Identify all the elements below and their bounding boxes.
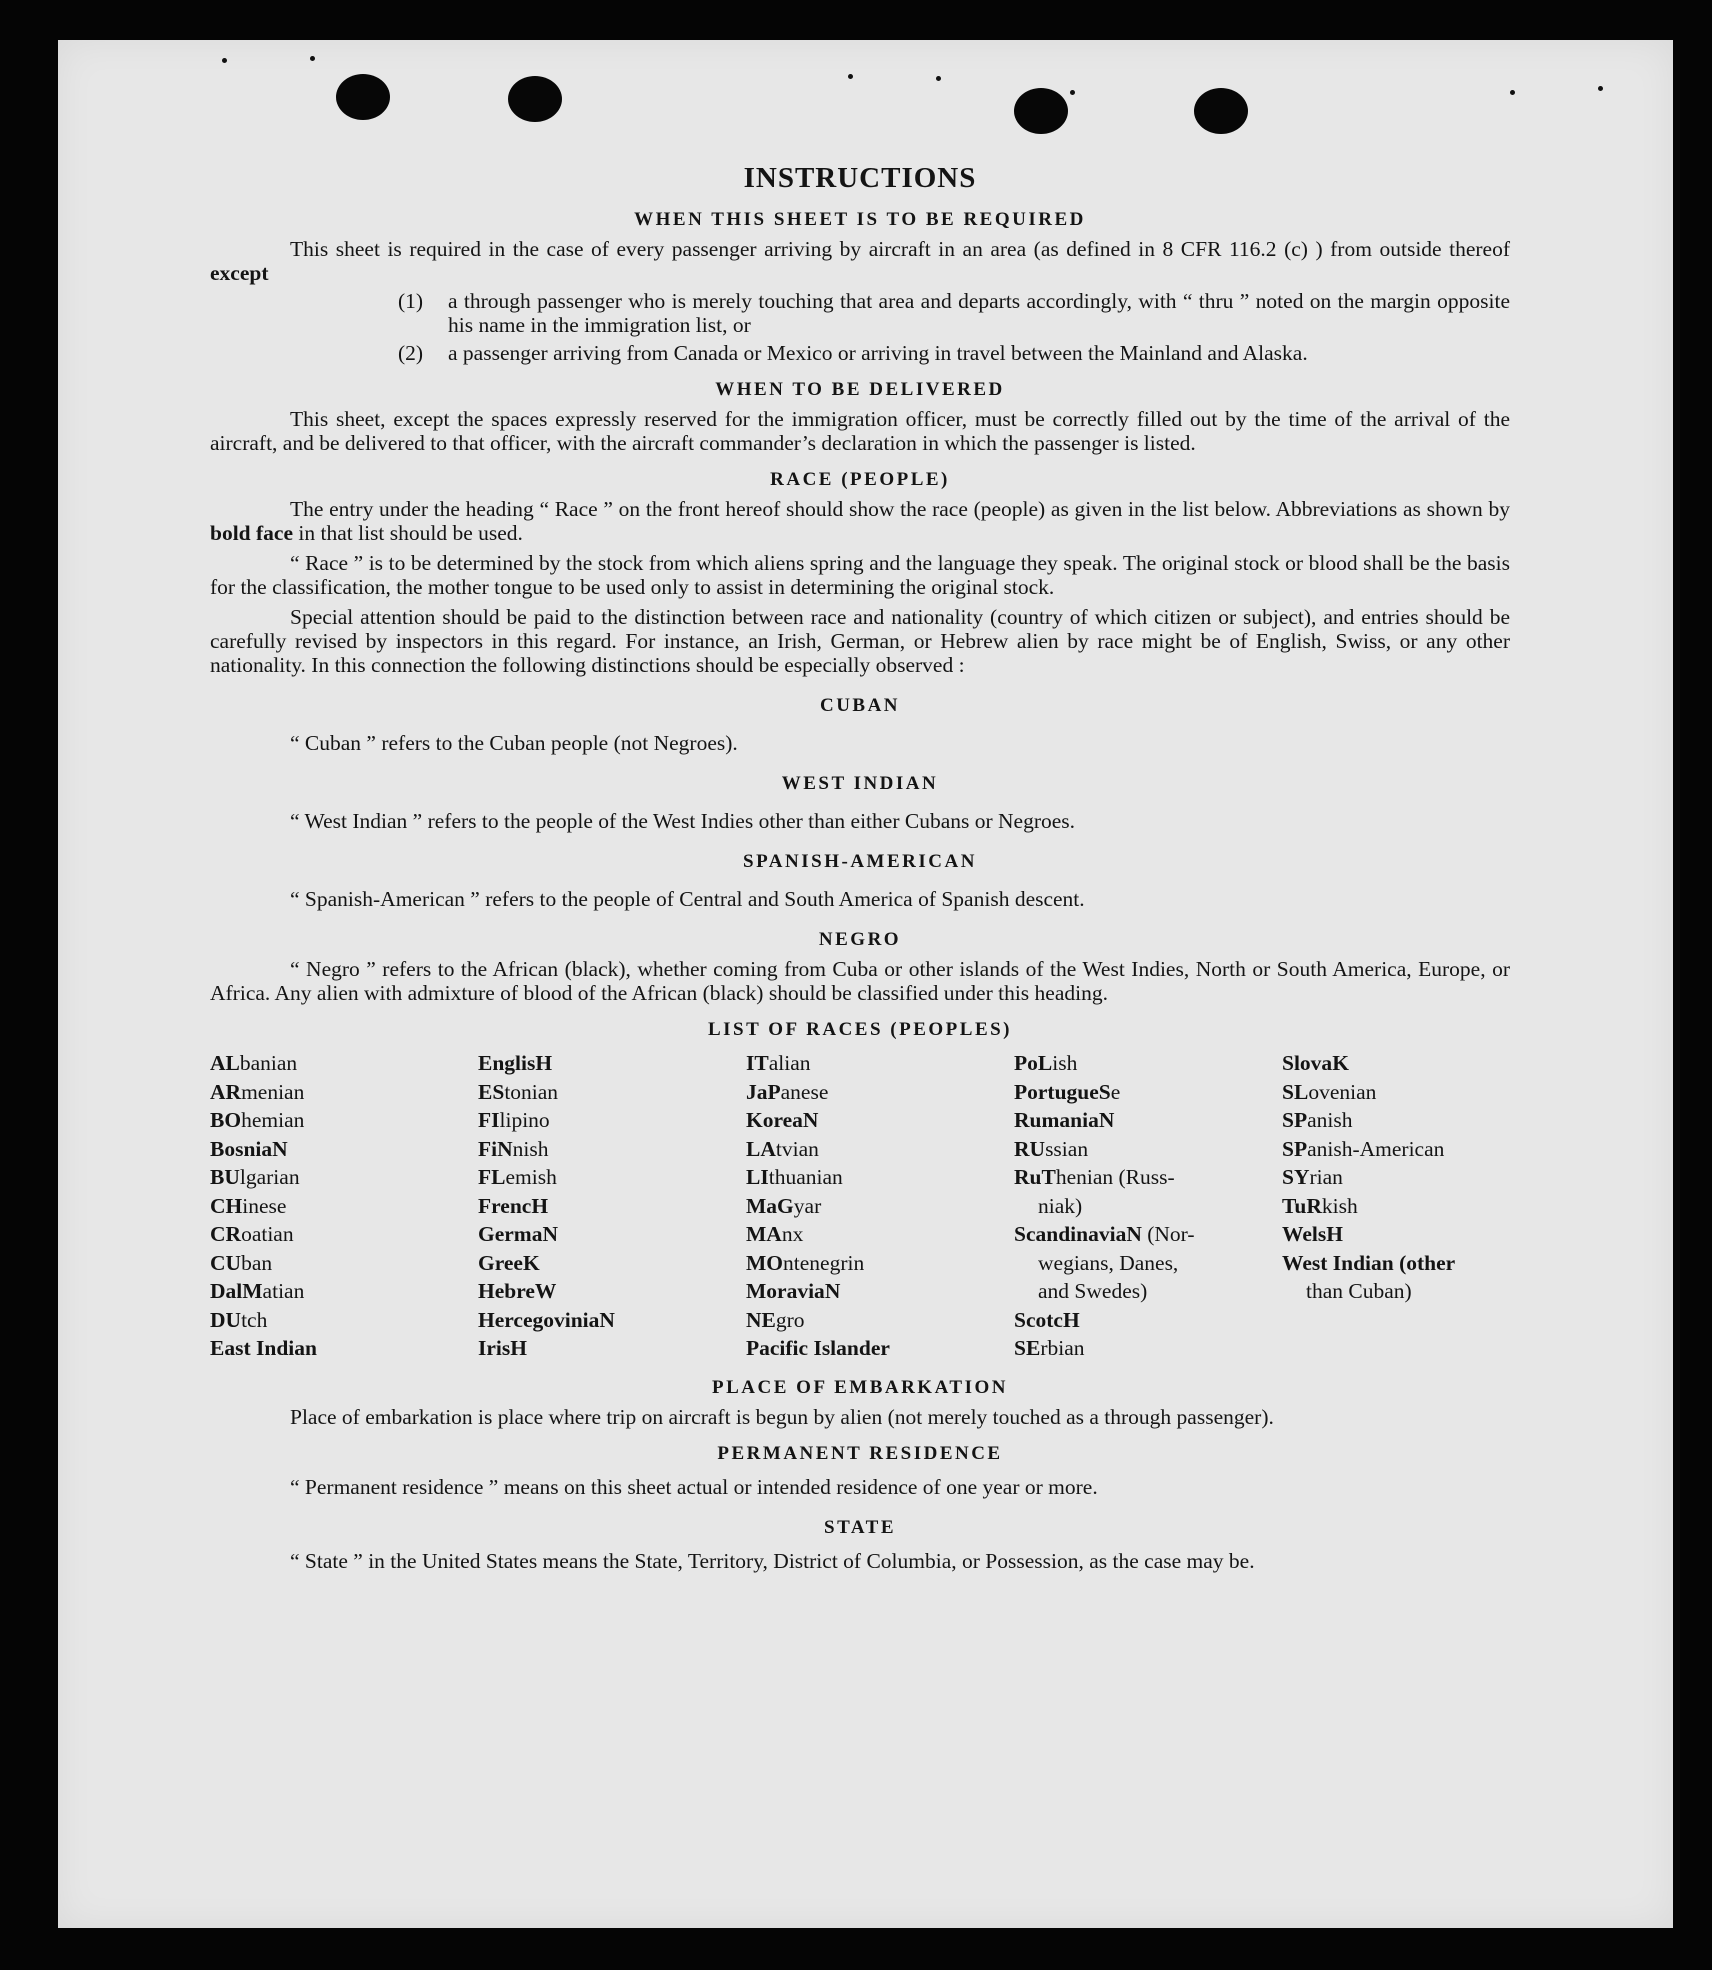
negro-text: “ Negro ” refers to the African (black), whether coming from Cuba or other islands of the West Indies, North or South America, Europe, or Africa. Any alien with admixture of blood of the African (black) should be classified under this heading. bbox=[210, 957, 1510, 1005]
section-heading-required: WHEN THIS SHEET IS TO BE REQUIRED bbox=[634, 209, 1086, 230]
race-entry: SYrian bbox=[1282, 1165, 1343, 1189]
race-entry: SPanish-American bbox=[1282, 1136, 1445, 1161]
race-list bbox=[210, 1049, 1510, 1363]
required-intro-except: except bbox=[210, 261, 269, 285]
race-entry: PoLish bbox=[1014, 1051, 1078, 1075]
delivered-text: This sheet, except the spaces expressly reserved for the immigration officer, must be correctly filled out by the time of the arrival of the aircraft, and be delivered to that officer, with the aircraft commander’s declaration in which the passenger is listed. bbox=[210, 407, 1510, 455]
section-heading-west-indian: WEST INDIAN bbox=[781, 773, 939, 794]
race-column bbox=[210, 1049, 478, 1363]
punch-hole bbox=[508, 76, 562, 122]
race-entry: PortugueSe bbox=[1014, 1079, 1121, 1104]
section-heading-race: RACE (PEOPLE) bbox=[770, 469, 950, 490]
document-content bbox=[210, 162, 1510, 1573]
punch-hole bbox=[1194, 88, 1248, 134]
item-text: a passenger arriving from Canada or Mexico or arriving in travel between the Mainland and Alaska. bbox=[448, 341, 1308, 365]
race-entry: RuThenian (Russ- bbox=[1014, 1165, 1175, 1189]
race-entry: ScandinaviaN (Nor- bbox=[1014, 1222, 1195, 1246]
race-entry: HebreW bbox=[478, 1279, 557, 1303]
race-entry: DalMatian bbox=[210, 1279, 305, 1303]
item-number: (1) bbox=[398, 289, 424, 313]
section-heading-residence: PERMANENT RESIDENCE bbox=[717, 1442, 1003, 1464]
race-p1-text: The entry under the heading “ Race ” on the front hereof should show the race (people) as given in the list below. Abbreviations as shown by bbox=[290, 497, 1510, 521]
race-entry: CHinese bbox=[210, 1193, 287, 1218]
punch-hole bbox=[1014, 88, 1068, 134]
cuban-text: “ Cuban ” refers to the Cuban people (not Negroes). bbox=[290, 731, 738, 755]
race-paragraph-3: Special attention should be paid to the distinction between race and nationality (country of which citizen or subject), and entries should be carefully revised by inspectors in this regard. For instance, an Irish, German, or Hebrew alien by race might be of English, Swiss, or any other nationality. In this connection the following distinctions should be especially observed : bbox=[210, 605, 1510, 677]
speck bbox=[1070, 90, 1075, 95]
race-entry: DUtch bbox=[210, 1307, 268, 1332]
state-text: “ State ” in the United States means the State, Territory, District of Columbia, or Possession, as the case may be. bbox=[290, 1548, 1255, 1573]
race-entry: MoraviaN bbox=[746, 1279, 841, 1303]
race-entry: SlovaK bbox=[1282, 1051, 1349, 1075]
race-p1-bold: bold face bbox=[210, 521, 294, 545]
race-entry: and Swedes) bbox=[1038, 1279, 1148, 1303]
race-entry: JaPanese bbox=[746, 1079, 829, 1104]
race-entry: wegians, Danes, bbox=[1038, 1250, 1179, 1275]
race-entry: West Indian (other bbox=[1282, 1250, 1456, 1275]
punch-hole bbox=[336, 74, 390, 120]
race-entry: ITalian bbox=[746, 1051, 811, 1075]
race-entry: LAtvian bbox=[746, 1136, 819, 1161]
west-indian-text: “ West Indian ” refers to the people of the West Indies other than either Cubans or Negroes. bbox=[290, 809, 1076, 833]
race-entry: SLovenian bbox=[1282, 1079, 1377, 1104]
speck bbox=[1598, 86, 1603, 91]
item-text: a through passenger who is merely touching that area and departs accordingly, with “ thru ” noted on the margin opposite his name in the immigration list, or bbox=[448, 289, 1510, 337]
race-entry: GreeK bbox=[478, 1250, 540, 1275]
item-number: (2) bbox=[398, 341, 424, 365]
race-entry: RUssian bbox=[1014, 1136, 1089, 1161]
speck bbox=[1510, 90, 1515, 95]
race-entry: niak) bbox=[1038, 1193, 1083, 1218]
section-heading-negro: NEGRO bbox=[818, 929, 902, 950]
spanish-american-text: “ Spanish-American ” refers to the people of Central and South America of Spanish descent. bbox=[290, 887, 1085, 911]
race-entry: TuRkish bbox=[1282, 1193, 1358, 1218]
section-heading-delivered: WHEN TO BE DELIVERED bbox=[715, 379, 1005, 400]
race-entry: CRoatian bbox=[210, 1222, 294, 1246]
race-entry: HercegoviniaN bbox=[478, 1307, 615, 1332]
race-entry: SPanish bbox=[1282, 1108, 1353, 1132]
race-entry: Pacific Islander bbox=[746, 1336, 890, 1360]
race-p1-end: in that list should be used. bbox=[293, 521, 523, 545]
section-heading-spanish-american: SPANISH-AMERICAN bbox=[743, 851, 977, 872]
race-entry: BosniaN bbox=[210, 1136, 288, 1161]
section-heading-cuban: CUBAN bbox=[819, 695, 901, 716]
residence-text: “ Permanent residence ” means on this sheet actual or intended residence of one year or more. bbox=[290, 1474, 1098, 1499]
race-entry: EnglisH bbox=[478, 1051, 553, 1075]
required-item bbox=[210, 289, 1510, 337]
race-entry: MAnx bbox=[746, 1222, 804, 1246]
race-entry: NEgro bbox=[746, 1307, 805, 1332]
embarkation-text: Place of embarkation is place where trip on aircraft is begun by alien (not merely touched as a through passenger). bbox=[290, 1404, 1274, 1429]
race-entry: East Indian bbox=[210, 1336, 317, 1360]
required-intro bbox=[210, 237, 1510, 285]
speck bbox=[222, 58, 227, 63]
page-title: INSTRUCTIONS bbox=[743, 162, 977, 194]
race-entry: BOhemian bbox=[210, 1108, 305, 1132]
race-paragraph-1 bbox=[210, 497, 1510, 545]
race-entry: FLemish bbox=[478, 1165, 557, 1189]
speck bbox=[848, 74, 853, 79]
race-entry: SErbian bbox=[1014, 1336, 1085, 1360]
section-heading-embarkation: PLACE OF EMBARKATION bbox=[712, 1376, 1008, 1398]
race-entry: BUlgarian bbox=[210, 1165, 300, 1189]
section-heading-state: STATE bbox=[824, 1516, 896, 1538]
race-entry: KoreaN bbox=[746, 1108, 819, 1132]
speck bbox=[310, 56, 315, 61]
speck bbox=[936, 76, 941, 81]
race-entry: MOntenegrin bbox=[746, 1250, 865, 1275]
section-heading-race-list: LIST OF RACES (PEOPLES) bbox=[707, 1019, 1013, 1040]
race-entry: than Cuban) bbox=[1306, 1279, 1412, 1303]
race-entry: ALbanian bbox=[210, 1051, 298, 1075]
race-column bbox=[1014, 1049, 1282, 1363]
race-entry: ARmenian bbox=[210, 1079, 305, 1104]
race-column bbox=[746, 1049, 1014, 1363]
race-paragraph-2: “ Race ” is to be determined by the stock from which aliens spring and the language they speak. The original stock or blood shall be the basis for the classification, the mother tongue to be used only to assist in determining the original stock. bbox=[210, 551, 1510, 599]
race-entry: FiNnish bbox=[478, 1136, 549, 1161]
race-entry: GermaN bbox=[478, 1222, 558, 1246]
required-item bbox=[210, 341, 1510, 365]
race-entry: RumaniaN bbox=[1014, 1108, 1115, 1132]
race-entry: ScotcH bbox=[1014, 1307, 1080, 1332]
race-entry: CUban bbox=[210, 1250, 273, 1275]
race-entry: FrencH bbox=[478, 1193, 549, 1218]
race-entry: IrisH bbox=[478, 1336, 527, 1360]
required-intro-text: This sheet is required in the case of every passenger arriving by aircraft in an area (as defined in 8 CFR 116.2 (c) ) from outside thereof bbox=[290, 237, 1510, 261]
race-entry: MaGyar bbox=[746, 1193, 822, 1218]
race-entry: WelsH bbox=[1282, 1222, 1343, 1246]
race-entry: EStonian bbox=[478, 1079, 559, 1104]
race-column bbox=[1282, 1049, 1550, 1363]
race-column bbox=[478, 1049, 746, 1363]
race-entry: LIthuanian bbox=[746, 1165, 843, 1189]
race-entry: FIlipino bbox=[478, 1108, 550, 1132]
